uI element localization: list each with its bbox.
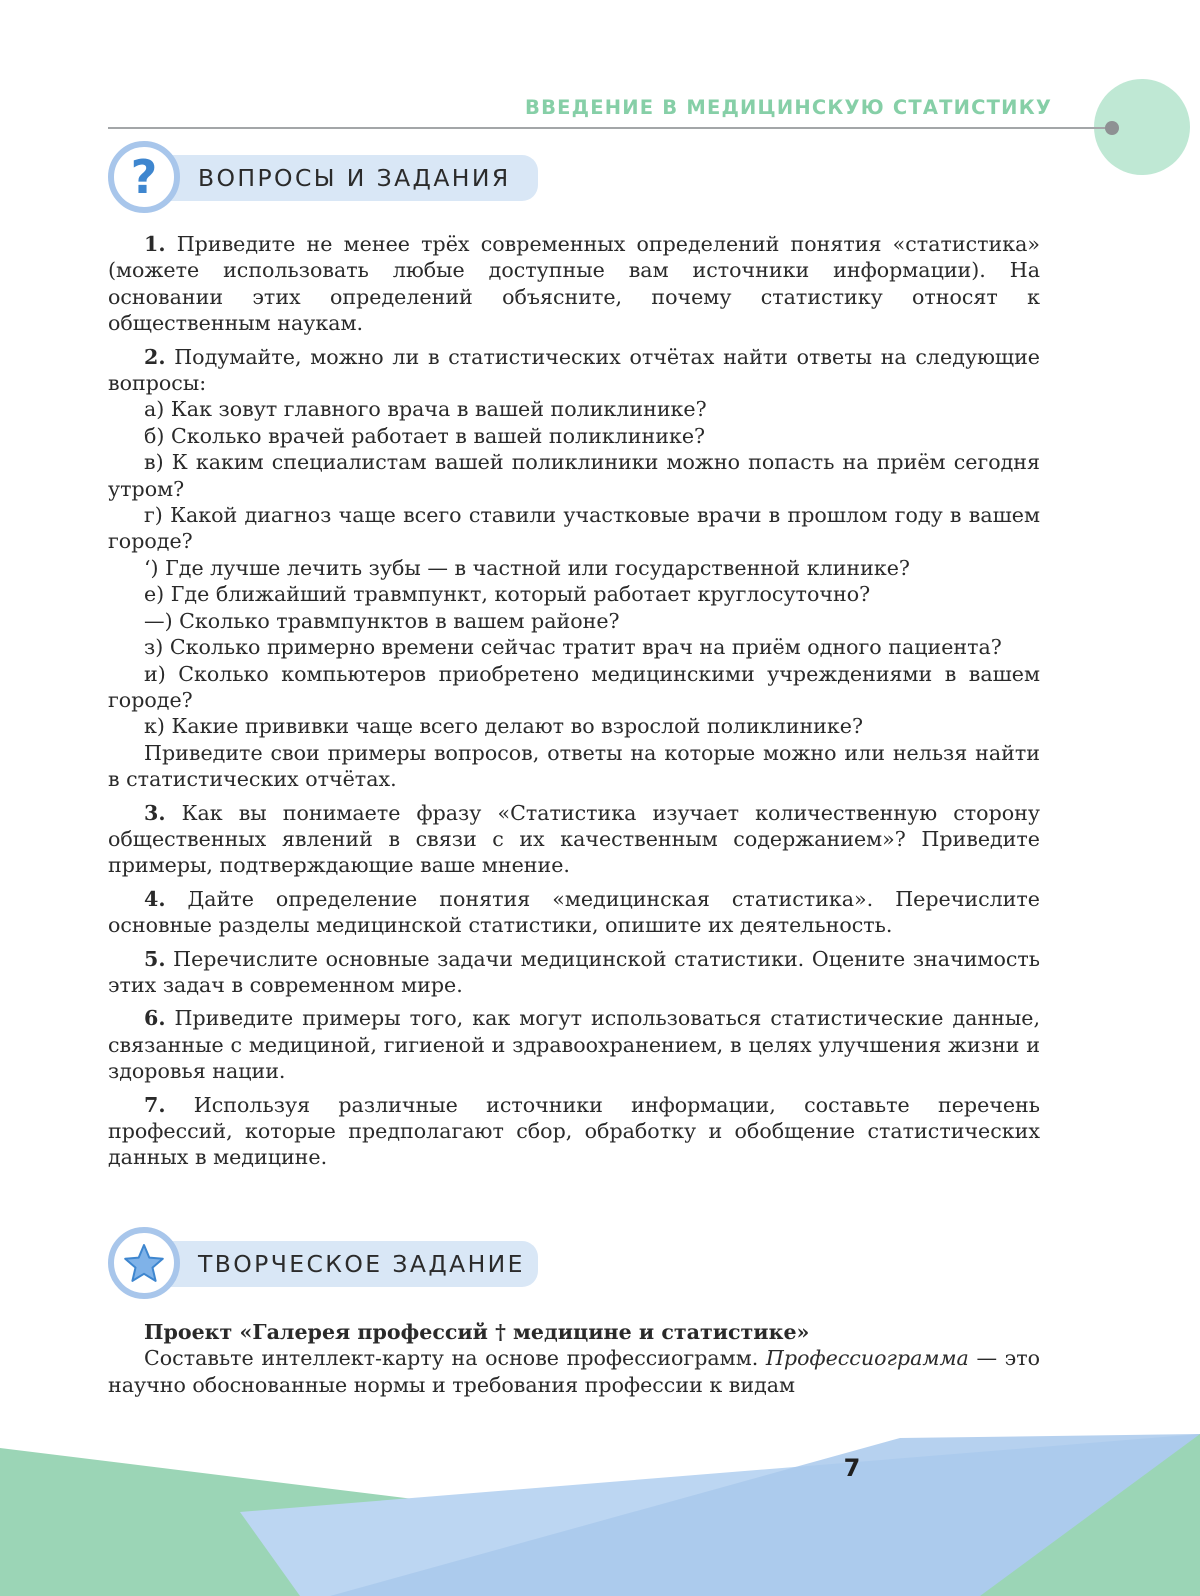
- question-mark-icon: ?: [130, 150, 158, 204]
- running-header: ВВЕДЕНИЕ В МЕДИЦИНСКУЮ СТАТИСТИКУ: [525, 96, 1053, 119]
- subquestion-v: в) К каким специалистам вашей поликлиники можно попасть на приём сегодня утром?: [108, 450, 1040, 501]
- question-number: 5.: [144, 946, 166, 971]
- creative-section-title: ТВОРЧЕСКОЕ ЗАДАНИЕ: [198, 1250, 525, 1278]
- subquestion-i: и) Сколько компьютеров приобретено медицинскими учреждениями в вашем городе?: [108, 661, 1040, 712]
- subquestion-z: з) Сколько примерно времени сейчас тратит врач на приём одного пациента?: [144, 635, 1002, 660]
- page-number: 7: [843, 1454, 861, 1482]
- question-number: 3.: [144, 800, 166, 825]
- star-icon: [123, 1242, 165, 1284]
- creative-content: [108, 1319, 1040, 1398]
- question-text: Подумайте, можно ли в статистических отчётах найти ответы на следующие вопросы:: [108, 344, 1040, 396]
- subquestion-d: ‘) Где лучше лечить зубы — в частной или государственной клинике?: [144, 555, 910, 580]
- question-item-4: [108, 886, 1040, 939]
- project-title: Проект «Галерея профессий † медицине и статистике»: [144, 1320, 810, 1344]
- question-text: Перечислите основные задачи медицинской статистики. Оцените значимость этих задач в современном мире.: [108, 946, 1040, 997]
- subquestion-k: к) Какие прививки чаще всего делают во взрослой поликлинике?: [144, 714, 864, 739]
- subquestion-zh: —) Сколько травмпунктов в вашем районе?: [144, 608, 620, 633]
- project-text: — это научно обоснованные нормы и требования профессии к видам: [108, 1346, 1041, 1397]
- question-text: Используя различные источники информации, составьте перечень профессий, которые предполагают сбор, обработку и обобщение статистических данных в медицине.: [108, 1092, 1040, 1170]
- question-text: Приведите примеры того, как могут использоваться статистические данные, связанные с медициной, гигиеной и здравоохранением, в целях улучшения жизни и здоровья нации.: [108, 1006, 1040, 1084]
- question-item-2: [108, 344, 1040, 397]
- subquestion-g: г) Какой диагноз чаще всего ставили участковые врачи в прошлом году в вашем городе?: [108, 503, 1040, 554]
- question-item-7: [108, 1092, 1040, 1171]
- project-term: Профессиограмма: [765, 1346, 969, 1371]
- question-number: 4.: [144, 886, 166, 911]
- questions-section-title: ВОПРОСЫ И ЗАДАНИЯ: [198, 164, 511, 192]
- questions-section-heading: [108, 141, 538, 213]
- question-number: 1.: [144, 232, 166, 256]
- question-item-6: [108, 1005, 1040, 1084]
- question-item-3: [108, 800, 1040, 879]
- question-text: Приведите не менее трёх современных определений понятия «статистика» (можете использовать любые доступные вам источники информации). На основании этих определений объясните, почему статистику относят к общественным наукам.: [108, 232, 1040, 336]
- question-badge: [108, 141, 180, 213]
- question-item-5: [108, 946, 1040, 999]
- question-number: 2.: [144, 344, 166, 369]
- project-description: [108, 1345, 1040, 1398]
- subquestion-a: а) Как зовут главного врача в вашей поликлинике?: [144, 397, 707, 422]
- creative-section-heading: [108, 1227, 538, 1299]
- question-number: 6.: [144, 1006, 166, 1031]
- question-text: Как вы понимаете фразу «Статистика изучает количественную сторону общественных явлений в связи с их качественным содержанием»? Приведите примеры, подтверждающие ваше мнение.: [108, 800, 1040, 878]
- header-rule: [108, 127, 1110, 129]
- question-number: 7.: [144, 1092, 166, 1117]
- question-item-1: [108, 231, 1040, 337]
- subquestion-e: е) Где ближайший травмпункт, который работает круглосуточно?: [144, 582, 871, 607]
- own-examples-prompt: Приведите свои примеры вопросов, ответы на которые можно или нельзя найти в статистических отчётах.: [108, 740, 1040, 792]
- bottom-decoration: [0, 1420, 1200, 1596]
- star-badge: [108, 1227, 180, 1299]
- questions-list: [108, 231, 1040, 1171]
- subquestion-b: б) Сколько врачей работает в вашей поликлинике?: [144, 423, 706, 448]
- project-text: Составьте интеллект-карту на основе профессиограмм.: [144, 1346, 766, 1371]
- header-rule-dot: [1105, 121, 1119, 135]
- question-text: Дайте определение понятия «медицинская статистика». Перечислите основные разделы медицинской статистики, опишите их деятельность.: [108, 886, 1040, 938]
